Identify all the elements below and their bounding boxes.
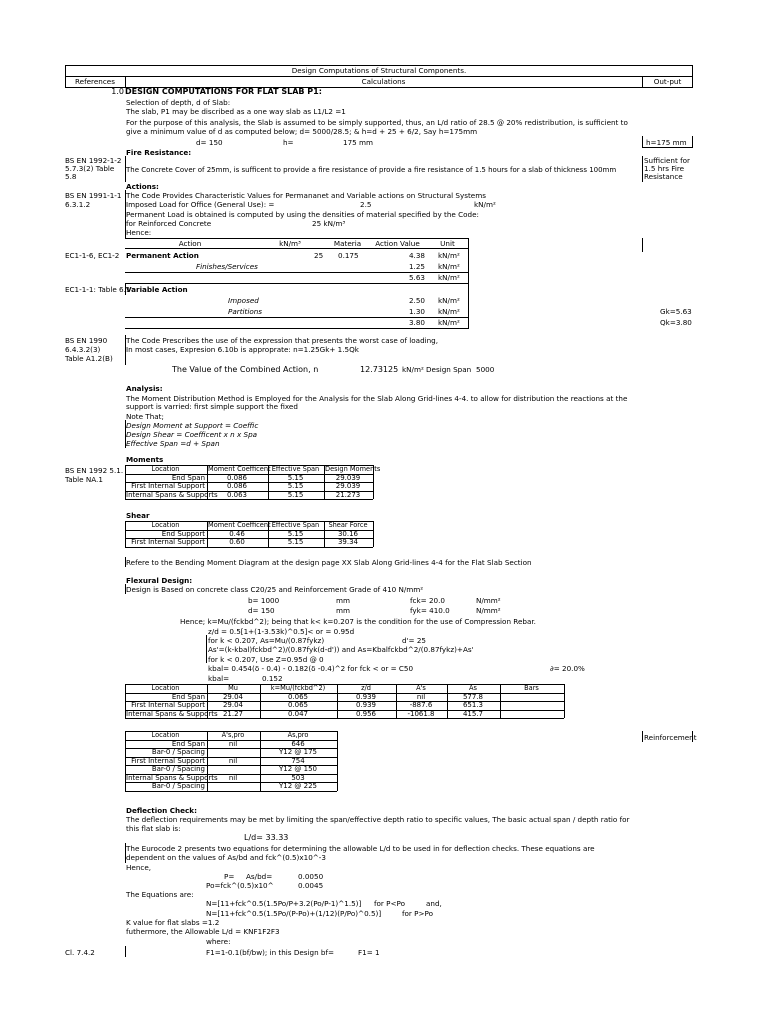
moments-cell: First Internal Support: [131, 482, 205, 490]
rebar-cell: Bar-0 / Spacing: [151, 765, 205, 773]
flexural-cell: nil: [416, 692, 426, 701]
action-ref-variable: EC1-1-1: Table 6.1: [65, 285, 131, 294]
rebar-cell: First Internal Support: [131, 756, 205, 765]
flexural-column-rule: [207, 684, 208, 718]
flexural-header-cell: Bars: [524, 684, 539, 692]
permanent-thickness: 0.175: [338, 251, 359, 260]
moments-header-cell: Moment Coefficent: [208, 465, 271, 473]
rebar-header-cell: As,pro: [287, 731, 309, 739]
flexural-line-1: Design is Based on concrete class C20/25 and Reinforcement Grade of 410 N/mm²: [126, 585, 424, 594]
design-span-label: Design Span: [426, 365, 472, 374]
depth-h-value: 175 mm: [343, 138, 374, 147]
moments-cell: 5.15: [287, 482, 304, 490]
moments-cell: 0.086: [226, 473, 248, 482]
d-prime: d'= 25: [402, 636, 426, 645]
flexural-column-rule: [337, 684, 338, 718]
rebar-rule: [125, 791, 337, 792]
shear-column-rule: [125, 521, 126, 547]
actions-heading: Actions:: [126, 182, 159, 191]
fck-unit: N/mm²: [476, 596, 501, 605]
flexural-cell: 0.047: [287, 709, 309, 718]
shear-header-cell: Shear Force: [328, 521, 368, 529]
action-col-density: kN/m³: [279, 239, 301, 248]
actions-hence: Hence:: [126, 228, 152, 237]
moments-header-cell: Location: [151, 465, 180, 473]
fire-output-1: Sufficient for: [644, 156, 690, 165]
rebar-header-cell: Location: [151, 731, 180, 739]
action-col-unit: Unit: [440, 239, 455, 248]
partitions-unit: kN/m²: [438, 307, 460, 316]
deflection-line-3: The Eurocode 2 presents two equations for determining the allowable L/d to be used in for deflection checks. These equations are: [126, 844, 595, 853]
moments-cell: 21.273: [335, 490, 361, 499]
deflection-heading: Deflection Check:: [126, 806, 197, 815]
fire-heading: Fire Resistance:: [126, 148, 192, 157]
flexural-cell: 0.939: [355, 692, 377, 701]
finishes-value: 1.25: [408, 262, 425, 271]
flexural-cell: First Internal Support: [131, 701, 205, 709]
flexural-cell: Internal Spans & Supports: [126, 709, 218, 718]
shear-header-cell: Effective Span: [271, 521, 320, 529]
imposed-unit: kN/m²: [438, 296, 460, 305]
reinforcement-output: Reinforcement: [644, 733, 697, 742]
flexural-column-rule: [396, 684, 397, 718]
flexural-cell: 21.27: [222, 709, 244, 718]
variable-action-label: Variable Action: [126, 285, 188, 294]
ld-ratio: L/d= 33.33: [244, 833, 289, 842]
moments-cell: End Span: [171, 473, 205, 482]
moments-cell: 29.039: [335, 473, 361, 482]
analysis-line-1: The Moment Distribution Method is Employed for the Analysis for the Slab Along Grid-lines 4-4. to allow for distribution the reactions at the: [126, 394, 628, 403]
p-label: P=: [224, 872, 235, 881]
fire-text: The Concrete Cover of 25mm, is sufficent to provide a fire resistance of provide a fire resistance of 1.5 hours for a slab of thickness 100mm: [126, 166, 617, 174]
refer-line: Refere to the Bending Moment Diagram at the design page XX Slab Along Grid-lines 4-4 for the Flat Slab Section: [126, 558, 532, 567]
allowable-ld-line: futhermore, the Allowable L/d = KNF1F2F3: [126, 927, 280, 936]
rebar-cell: 646: [291, 739, 305, 748]
actions-ref-1: BS EN 1991-1-1: [65, 191, 122, 200]
flexural-cell: 0.956: [355, 709, 377, 718]
equations-heading: The Equations are:: [126, 890, 194, 899]
shear-header-cell: Moment Coefficent: [208, 521, 271, 529]
depth-line-3: give a minimum value of d as computed below; d= 5000/28.5; & h=d + 25 + 6/2, Say h=175mm: [126, 127, 478, 136]
rebar-cell: Bar-0 / Spacing: [151, 748, 205, 756]
reinforced-concrete-value: 25 kN/m³: [312, 219, 346, 228]
rebar-cell: 754: [291, 756, 305, 765]
flexural-cell: 0.065: [287, 701, 309, 709]
gk-unit: kN/m²: [438, 273, 460, 282]
moments-column-rule: [125, 465, 126, 499]
flexural-cell: -887.6: [409, 701, 433, 709]
flexural-rule: [125, 718, 564, 719]
as-formula-3: for k < 0.207, Use Z=0.95d @ 0: [208, 655, 324, 664]
moments-header-cell: Design Moments: [325, 465, 381, 473]
combined-action-unit: kN/m²: [402, 365, 424, 374]
formula-effective-span: Effective Span =d + Span: [126, 439, 220, 448]
design-span-value: 5000: [476, 365, 495, 374]
deflection-line-1: The deflection requirements may be met by limiting the span/effective depth ratio to specific values, The basic actual span / depth ratio for: [126, 815, 630, 824]
shear-column-rule: [373, 521, 374, 547]
depth-heading: Selection of depth, d of Slab:: [126, 98, 231, 107]
analysis-note: Note That;: [126, 412, 164, 421]
formula-design-moment: Design Moment at Support = Coeffic: [126, 421, 259, 430]
k-value-line: K value for flat slabs =1.2: [126, 918, 220, 927]
section-number: 1.0: [111, 87, 124, 96]
rebar-cell: Y12 @ 225: [279, 782, 317, 790]
flexural-cell: 651.3: [462, 701, 484, 709]
rebar-column-rule: [260, 731, 261, 791]
depth-line-2: For the purpose of this analysis, the Slab is assumed to be simply supported, thus, an L/d ratio of 28.5 @ 20% redistribution, is sufficient to: [126, 118, 628, 127]
rebar-cell: End Span: [171, 739, 205, 748]
qk-unit: kN/m²: [438, 318, 460, 327]
rebar-cell: nil: [228, 773, 238, 782]
rebar-cell: Y12 @ 150: [279, 765, 317, 773]
moments-cell: 0.086: [226, 482, 248, 490]
rebar-column-rule: [125, 731, 126, 791]
shear-column-rule: [324, 521, 325, 547]
shear-cell: 5.15: [287, 538, 304, 546]
rebar-cell: Bar-0 / Spacing: [151, 782, 205, 790]
equation-2-condition: for P>Po: [402, 909, 433, 918]
actions-ref-2: 6.3.1.2: [65, 200, 91, 209]
p-value: 0.0050: [298, 872, 324, 881]
output-gk: Gk=5.63: [660, 307, 692, 316]
fire-output-2: 1.5 hrs Fire: [644, 164, 685, 173]
analysis-line-2: support is varried: first simple support the fixed: [126, 402, 298, 411]
p0-label: Po=fck^(0.5)x10^: [206, 881, 274, 890]
b-unit: mm: [336, 596, 351, 605]
flexural-header-cell: Mu: [228, 684, 238, 692]
section-title: DESIGN COMPUTATIONS FOR FLAT SLAB P1:: [125, 87, 322, 96]
combined-action-value: 12.73125: [360, 365, 399, 374]
fck-value: fck= 20.0: [410, 596, 445, 605]
rebar-cell: Internal Spans & Supports: [126, 773, 218, 782]
formula-design-shear: Design Shear = Coefficent x n x Spa: [126, 430, 258, 439]
output-header: Out-put: [653, 77, 682, 86]
flexural-cell: 415.7: [462, 709, 484, 718]
imposed-value: 2.50: [408, 296, 425, 305]
calculations-header: Calculations: [361, 77, 406, 86]
as-formula-1: for k < 0.207, As=Mu/(0.87fykz): [208, 636, 325, 645]
fyk-value: fyk= 410.0: [410, 606, 450, 615]
shear-rule: [125, 547, 373, 548]
f1-formula: F1=1-0.1(bf/bw); in this Design bf=: [206, 948, 335, 957]
flexural-header-cell: A's: [416, 684, 426, 692]
depth-h-label: h=: [283, 138, 294, 147]
flexural-header-cell: Location: [151, 684, 180, 692]
flexural-column-rule: [564, 684, 565, 718]
equation-1: N=[11+fck^0.5(1.5Po/P+3.2(Po/P-1)^1.5)]: [206, 899, 362, 908]
kbal-value: 0.152: [262, 674, 283, 683]
b-value: b= 1000: [248, 596, 280, 605]
flexural-header-cell: As: [469, 684, 477, 692]
imposed-load-value: 2.5: [360, 200, 372, 209]
fire-ref-2: 5.7.3(2) Table: [65, 164, 115, 173]
combination-line-2: In most cases, Expresion 6.10b is approprate: n=1.25Gk+ 1.5Qk: [126, 345, 359, 354]
equation-2: N=[11+fck^0.5(1.5Po/(P-Po)+(1/12)(P/Po)^0.5)]: [206, 909, 382, 918]
where-label: where:: [206, 937, 231, 946]
flexural-cell: 0.065: [287, 692, 309, 701]
p0-value: 0.0045: [298, 881, 324, 890]
fire-output-3: Resistance: [644, 172, 683, 181]
kbal-formula: kbal= 0.454(δ - 0.4) - 0.182(δ -0.4)^2 for fck < or = C50: [208, 664, 414, 673]
combined-action-label: The Value of the Combined Action, n: [172, 365, 319, 374]
partitions-value: 1.30: [408, 307, 425, 316]
shear-heading: Shear: [126, 511, 150, 520]
shear-header-cell: Location: [151, 521, 180, 529]
equation-1-condition: for P<Po: [374, 899, 405, 908]
permanent-load-line: Permanent Load is obtained is computed by using the densities of material specified by the Code:: [126, 210, 479, 219]
shear-cell: 39.34: [337, 538, 359, 546]
qk-value: 3.80: [408, 318, 425, 327]
flexural-cell: End Span: [171, 692, 205, 701]
permanent-unit: kN/m²: [438, 251, 460, 260]
d-unit: mm: [336, 606, 351, 615]
action-col-action: Action: [178, 239, 202, 248]
deflection-hence: Hence,: [126, 863, 152, 872]
flexural-header-cell: k=Mu/(fckbd^2): [270, 684, 326, 692]
combination-ref-1: BS EN 1990: [65, 336, 108, 345]
finishes-label: Finishes/Services: [196, 262, 258, 271]
fire-ref-3: 5.8: [65, 172, 77, 181]
combination-ref-2: 6.4.3.2(3): [65, 345, 101, 354]
fyk-unit: N/mm²: [476, 606, 501, 615]
kbal-label: kbal=: [208, 674, 230, 683]
action-col-value: Action Value: [375, 239, 420, 248]
imposed-label: Imposed: [228, 296, 259, 305]
moments-cell: 5.15: [287, 490, 304, 499]
depth-d-value: d= 150: [196, 138, 223, 147]
deflection-line-2: this flat slab is:: [126, 824, 181, 833]
shear-cell: 0.46: [229, 529, 245, 538]
flexural-cell: 29.04: [222, 701, 244, 709]
imposed-load-unit: kN/m²: [474, 200, 496, 209]
moments-column-rule: [324, 465, 325, 499]
rebar-cell: 503: [291, 773, 305, 782]
moments-rule: [125, 499, 373, 500]
flexural-column-rule: [447, 684, 448, 718]
depth-output: h=175 mm: [646, 138, 687, 147]
analysis-heading: Analysis:: [126, 384, 163, 393]
permanent-value: 4.38: [408, 251, 425, 260]
as-formula-2: As'=(k-kbal)fckbd^2)/(0.87fyk(d-d')) and As=Kbalfckbd^2/(0.87fykz)+As': [208, 645, 474, 654]
shear-cell: First Internal Support: [131, 538, 205, 546]
flexural-column-rule: [125, 684, 126, 718]
rebar-cell: nil: [228, 756, 238, 765]
moments-header-cell: Effective Span: [271, 465, 320, 473]
partitions-label: Partitions: [228, 307, 263, 316]
moments-column-rule: [268, 465, 269, 499]
imposed-load-label: Imposed Load for Office (General Use): =: [126, 200, 275, 209]
flexural-cell: 0.939: [355, 701, 377, 709]
document-title: Design Computations of Structural Components.: [291, 66, 467, 75]
rebar-column-rule: [207, 731, 208, 791]
flexural-column-rule: [500, 684, 501, 718]
moments-cell: Internal Spans & Supports: [126, 490, 218, 499]
permanent-action-label: Permanent Action: [126, 251, 199, 260]
combination-ref-3: Table A1.2(B): [65, 354, 113, 363]
moments-column-rule: [373, 465, 374, 499]
action-ref-permanent: EC1-1-6, EC1-2: [65, 251, 120, 260]
rebar-column-rule: [337, 731, 338, 791]
flexural-cell: -1061.8: [407, 709, 435, 718]
shear-column-rule: [268, 521, 269, 547]
shear-column-rule: [207, 521, 208, 547]
delta-value: ∂= 20.0%: [550, 664, 585, 673]
flexural-hence: Hence; k=Mu/(fckbd^2); being that k< k=0.207 is the condition for the use of Compression Rebar.: [180, 617, 536, 626]
flexural-header-cell: z/d: [361, 684, 371, 692]
moments-column-rule: [207, 465, 208, 499]
depth-line-1: The slab, P1 may be discribed as a one way slab as L1/L2 =1: [126, 107, 346, 116]
moments-ref-2: Table NA.1: [65, 475, 103, 484]
deflection-line-4: dependent on the values of As/bd and fck^(0.5)x10^-3: [126, 853, 326, 862]
action-col-material: Materia: [333, 239, 362, 248]
flexural-heading: Flexural Design:: [126, 576, 193, 585]
actions-line-1: The Code Provides Characteristic Values for Permananet and Variable actions on Structural Systems: [126, 191, 486, 200]
output-qk: Qk=3.80: [660, 318, 692, 327]
reinforced-concrete-label: for Reinforced Concrete: [126, 219, 212, 228]
rebar-cell: nil: [228, 739, 238, 748]
finishes-unit: kN/m²: [438, 262, 460, 271]
equation-and: and,: [426, 899, 442, 908]
flexural-cell: 577.8: [462, 692, 484, 701]
d-value: d= 150: [248, 606, 275, 615]
moments-ref-1: BS EN 1992 5.1.: [65, 466, 124, 475]
rebar-cell: Y12 @ 175: [279, 748, 317, 756]
rebar-header-cell: A's,pro: [221, 731, 245, 739]
fire-ref-1: BS EN 1992-1-2: [65, 156, 122, 165]
gk-value: 5.63: [408, 273, 425, 282]
permanent-density: 25: [314, 251, 324, 260]
shear-cell: 5.15: [287, 529, 304, 538]
moments-cell: 5.15: [287, 473, 304, 482]
combination-line-1: The Code Prescribes the use of the expression that presents the worst case of loading,: [126, 336, 439, 345]
z-formula: z/d = 0.5[1+(1-3.53k)^0.5]< or = 0.95d: [208, 627, 355, 636]
flexural-column-rule: [260, 684, 261, 718]
references-header: References: [75, 77, 115, 86]
moments-cell: 0.063: [226, 490, 248, 499]
deflection-ref: Cl. 7.4.2: [65, 948, 95, 957]
f1-value: F1= 1: [358, 948, 380, 957]
shear-cell: End Support: [161, 529, 205, 538]
moments-cell: 29.039: [335, 482, 361, 490]
moments-heading: Moments: [126, 455, 164, 464]
p-expression: As/bd=: [246, 872, 273, 881]
flexural-cell: 29.04: [222, 692, 244, 701]
shear-cell: 0.60: [229, 538, 245, 546]
shear-cell: 30.16: [337, 529, 359, 538]
